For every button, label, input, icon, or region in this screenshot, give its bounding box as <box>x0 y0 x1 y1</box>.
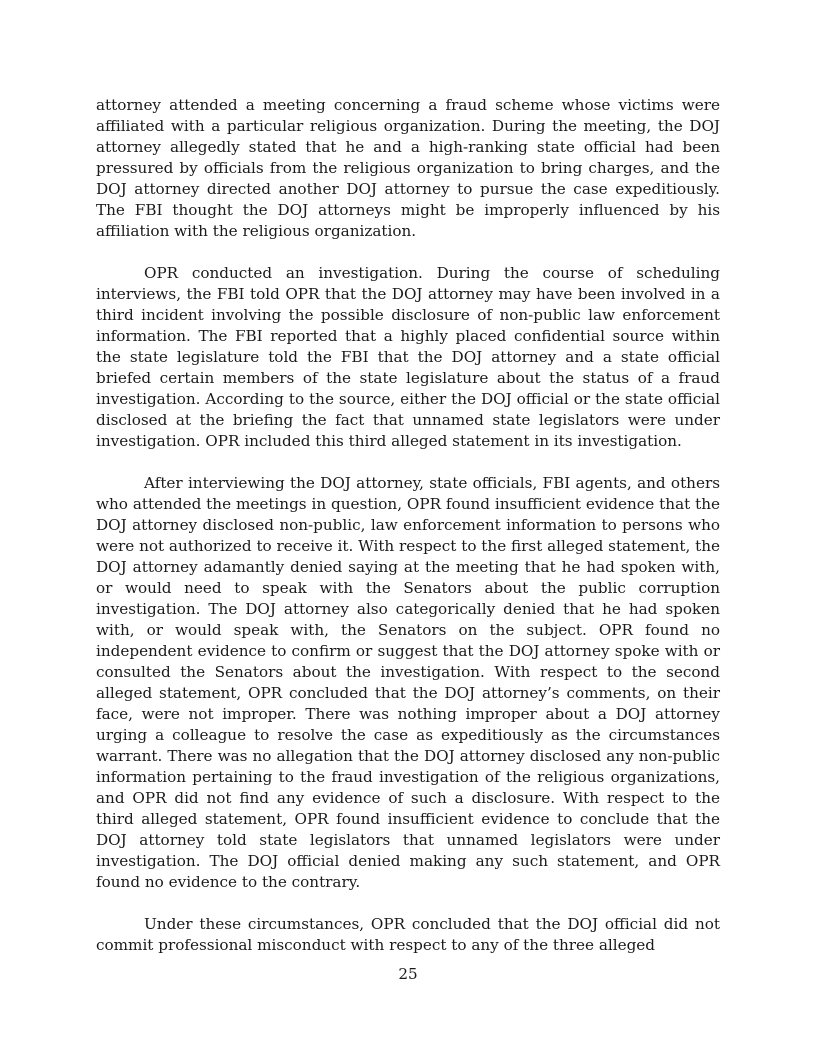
paragraph-opr-investigation: OPR conducted an investigation. During the course of scheduling interviews, the FBI told OPR that the DOJ attorney may have been involved in a third incident involving the possible disclosure of non-public law enforcement information. The FBI reported that a highly placed confidential source within the state legislature told the FBI that the DOJ attorney and a state official briefed certain members of the state legislature about the status of a fraud investigation. According to the source, either the DOJ official or the state official disclosed at the briefing the fact that unnamed state legislators were under investigation. OPR included this third alleged statement in its investigation. <box>96 264 720 450</box>
paragraph-continuation: attorney attended a meeting concerning a fraud scheme whose victims were affiliated with a particular religious organization. During the meeting, the DOJ attorney allegedly stated that he and a high-ranking state official had been pressured by officials from the religious organization to bring charges, and the DOJ attorney directed another DOJ attorney to pursue the case expeditiously. The FBI thought the DOJ attorneys might be improperly influenced by his affiliation with the religious organization. <box>96 96 720 240</box>
page-number: 25 <box>398 965 418 983</box>
paragraph-conclusion: Under these circumstances, OPR concluded that the DOJ official did not commit professional misconduct with respect to any of the three alleged <box>96 915 720 954</box>
paragraph-opr-findings: After interviewing the DOJ attorney, state officials, FBI agents, and others who attended the meetings in question, OPR found insufficient evidence that the DOJ attorney disclosed non-public, law enforcement information to persons who were not authorized to receive it. With respect to the first alleged statement, the DOJ attorney adamantly denied saying at the meeting that he had spoken with, or would need to speak with the Senators about the public corruption investigation. The DOJ attorney also categorically denied that he had spoken with, or would speak with, the Senators on the subject. OPR found no independent evidence to confirm or suggest that the DOJ attorney spoke with or consulted the Senators about the investigation. With respect to the second alleged statement, OPR concluded that the DOJ attorney’s comments, on their face, were not improper. There was nothing improper about a DOJ attorney urging a colleague to resolve the case as expeditiously as the circumstances warrant. There was no allegation that the DOJ attorney disclosed any non-public information pertaining to the fraud investigation of the religious organizations, and OPR did not find any evidence of such a disclosure. With respect to the third alleged statement, OPR found insufficient evidence to conclude that the DOJ attorney told state legislators that unnamed legislators were under investigation. The DOJ official denied making any such statement, and OPR found no evidence to the contrary. <box>96 474 720 891</box>
document-body <box>96 95 720 977</box>
